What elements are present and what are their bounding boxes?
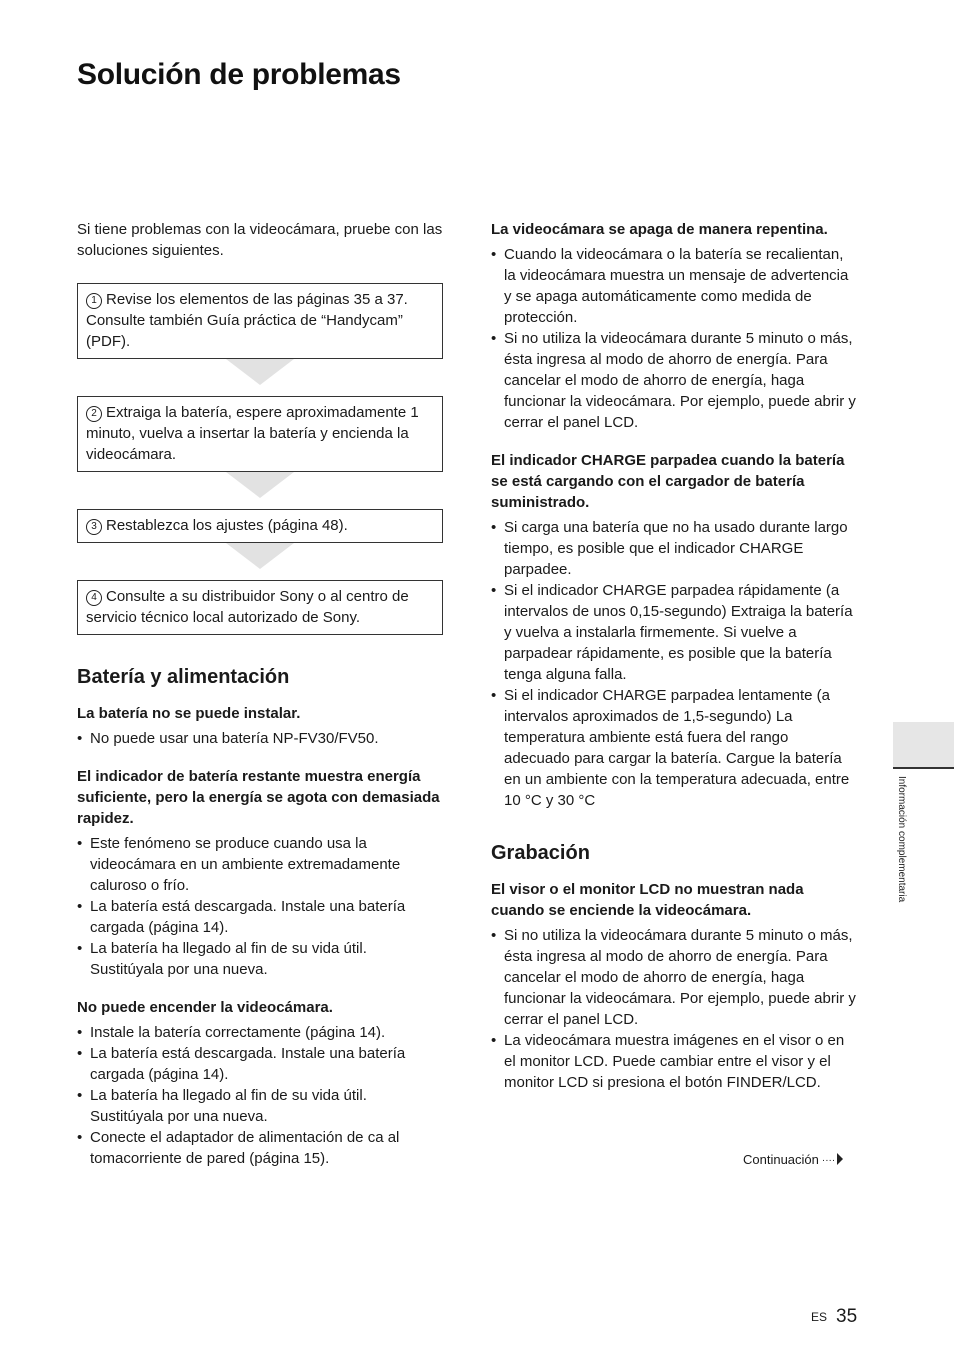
list-item: • Cuando la videocámara o la batería se recalientan, la videocámara muestra un mensaje de advertencia y se apaga automáticamente como medida de protección. <box>491 244 857 328</box>
list-item: • Si carga una batería que no ha usado durante largo tiempo, es posible que el indicador CHARGE parpadee. <box>491 517 857 580</box>
page-number: 35 <box>836 1306 858 1327</box>
problem-title: El indicador de batería restante muestra energía suficiente, pero la energía se agota con demasiada rapidez. <box>77 768 440 827</box>
step-text-4: Consulte a su distribuidor Sony o al centro de servicio técnico local autorizado de Sony. <box>86 588 409 626</box>
left-column <box>77 219 443 1169</box>
list-item: • No puede usar una batería NP-FV30/FV50. <box>77 728 443 749</box>
list-item: • Conecte el adaptador de alimentación de ca al tomacorriente de pared (página 15). <box>77 1127 443 1169</box>
problem-title: No puede encender la videocámara. <box>77 999 333 1016</box>
solution-list <box>491 925 857 1093</box>
solution-list <box>77 728 443 749</box>
solution-list <box>77 833 443 980</box>
solution-list <box>491 517 857 811</box>
list-item: • La batería ha llegado al fin de su vida útil. Sustitúyala por una nueva. <box>77 1085 443 1127</box>
step-number-4: 4 <box>86 590 102 606</box>
step-number-1: 1 <box>86 293 102 309</box>
problem-title: El visor o el monitor LCD no muestran nada cuando se enciende la videocámara. <box>491 881 804 919</box>
step-box-2 <box>77 396 443 472</box>
list-item: • La batería está descargada. Instale una batería cargada (página 14). <box>77 1043 443 1085</box>
section-heading-recording: Grabación <box>491 842 590 864</box>
down-arrow-icon <box>226 359 294 385</box>
solution-list <box>491 244 857 433</box>
list-item: • Este fenómeno se produce cuando usa la videocámara en un ambiente extremadamente caluroso o frío. <box>77 833 443 896</box>
solution-list <box>77 1022 443 1169</box>
section-heading-battery: Batería y alimentación <box>77 666 290 688</box>
dots-icon: ···· <box>821 1155 836 1166</box>
list-item: • Si el indicador CHARGE parpadea rápidamente (a intervalos de unos 0,15-segundo) Extraiga la batería y vuelva a instalarla firmemente. Si vuelve a parpadear rápidamente, es posible que la batería tenga alguna falla. <box>491 580 857 685</box>
flow-arrow-3 <box>77 543 443 580</box>
continuation-label: Continuación <box>743 1152 819 1167</box>
problem-title: El indicador CHARGE parpadea cuando la batería se está cargando con el cargador de batería suministrado. <box>491 452 845 511</box>
step-number-3: 3 <box>86 519 102 535</box>
step-text-2: Extraiga la batería, espere aproximadamente 1 minuto, vuelva a insertar la batería y encienda la videocámara. <box>86 404 419 463</box>
right-column <box>491 219 857 1093</box>
down-arrow-icon <box>226 472 294 498</box>
page-language: ES <box>811 1310 828 1324</box>
list-item: • Si no utiliza la videocámara durante 5 minuto o más, ésta ingresa al modo de ahorro de energía. Para cancelar el modo de ahorro de energía, haga funcionar la videocámara. Por ejemplo, puede abrir y cerrar el panel LCD. <box>491 925 857 1030</box>
problem-title: La batería no se puede instalar. <box>77 705 301 722</box>
list-item: • Instale la batería correctamente (página 14). <box>77 1022 443 1043</box>
list-item: • Si no utiliza la videocámara durante 5 minuto o más, ésta ingresa al modo de ahorro de energía. Para cancelar el modo de ahorro de energía, haga funcionar la videocámara. Por ejemplo, puede abrir y cerrar el panel LCD. <box>491 328 857 433</box>
step-box-1 <box>77 283 443 359</box>
continuation-note <box>743 1152 843 1167</box>
sidebar-tab <box>893 722 954 769</box>
list-item: • La batería ha llegado al fin de su vida útil. Sustitúyala por una nueva. <box>77 938 443 980</box>
step-box-4 <box>77 580 443 635</box>
page-title: Solución de problemas <box>77 58 401 91</box>
triangle-right-icon <box>837 1153 843 1165</box>
problem-title: La videocámara se apaga de manera repentina. <box>491 221 828 238</box>
sidebar-section-label: Información complementaria <box>896 776 907 903</box>
step-text-1: Revise los elementos de las páginas 35 a 37. Consulte también Guía práctica de “Handycam” (PDF). <box>86 291 408 350</box>
flow-arrow-1 <box>77 359 443 396</box>
list-item: • Si el indicador CHARGE parpadea lentamente (a intervalos aproximados de 1,5-segundo) La temperatura ambiente está fuera del rango adecuado para cargar la batería. Cargue la batería en un ambiente con la temperatura adecuada, entre 10 °C y 30 °C <box>491 685 857 811</box>
down-arrow-icon <box>226 543 294 569</box>
list-item: • La videocámara muestra imágenes en el visor o en el monitor LCD. Puede cambiar entre el visor y el monitor LCD si presiona el botón FINDER/LCD. <box>491 1030 857 1093</box>
step-box-3 <box>77 509 443 543</box>
intro-text: Si tiene problemas con la videocámara, pruebe con las soluciones siguientes. <box>77 221 443 259</box>
step-text-3: Restablezca los ajustes (página 48). <box>106 517 348 534</box>
step-number-2: 2 <box>86 406 102 422</box>
list-item: • La batería está descargada. Instale una batería cargada (página 14). <box>77 896 443 938</box>
flow-arrow-2 <box>77 472 443 509</box>
